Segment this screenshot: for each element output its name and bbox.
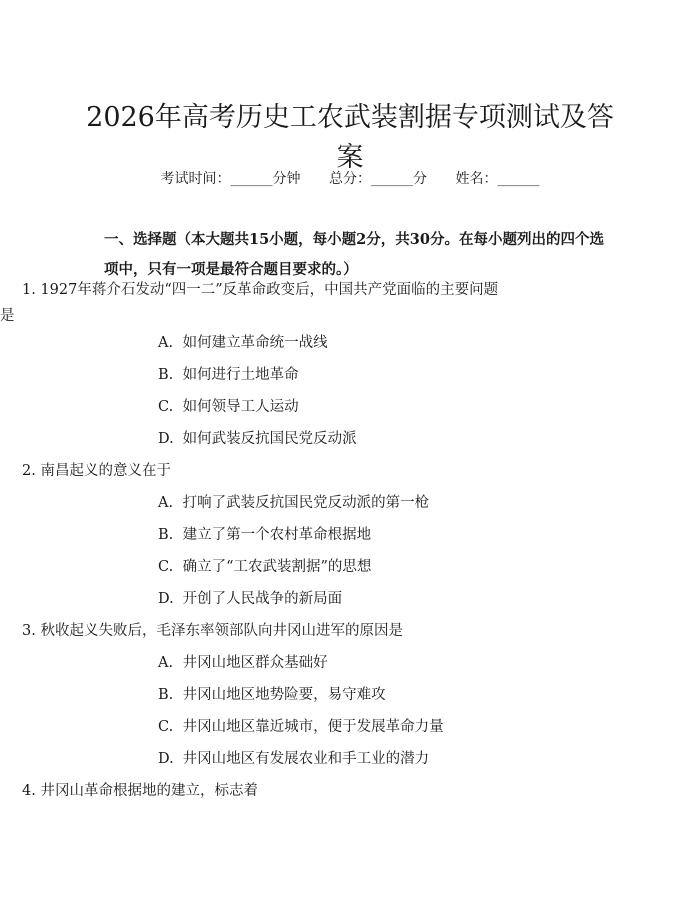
option-text: 井冈山地区地势险要，易守难攻 xyxy=(182,687,386,703)
option-1b xyxy=(158,362,299,388)
option-letter: A. xyxy=(158,495,174,511)
option-letter: A. xyxy=(158,655,174,671)
option-2d xyxy=(158,586,342,612)
total-score-field: 总分：______分 xyxy=(329,171,427,187)
option-3b xyxy=(158,682,386,708)
question-4 xyxy=(0,778,500,804)
option-1d xyxy=(158,426,357,452)
option-letter: D. xyxy=(158,751,174,767)
question-3 xyxy=(0,618,500,644)
option-text: 打响了武装反抗国民党反动派的第一枪 xyxy=(182,495,430,511)
question-text: 南昌起义的意义在于 xyxy=(40,463,171,479)
question-number: 1. xyxy=(22,282,36,298)
option-text: 开创了人民战争的新局面 xyxy=(182,591,343,607)
option-2b xyxy=(158,522,371,548)
option-3c xyxy=(158,714,444,740)
option-letter: D. xyxy=(158,431,174,447)
option-1a xyxy=(158,330,328,356)
option-text: 井冈山地区有发展农业和手工业的潜力 xyxy=(182,751,430,767)
question-text: 1927年蒋介石发动“四一二”反革命政变后，中国共产党面临的主要问题是 xyxy=(0,282,499,324)
option-text: 建立了第一个农村革命根据地 xyxy=(182,527,372,543)
option-letter: B. xyxy=(158,687,174,703)
question-number: 3. xyxy=(22,623,36,639)
student-name-field: 姓名：______ xyxy=(455,171,540,187)
exam-time-field: 考试时间：______分钟 xyxy=(160,171,301,187)
question-number: 2. xyxy=(22,463,36,479)
option-letter: C. xyxy=(158,719,174,735)
option-letter: D. xyxy=(158,591,174,607)
option-letter: C. xyxy=(158,559,174,575)
option-text: 井冈山地区群众基础好 xyxy=(182,655,328,671)
option-letter: B. xyxy=(158,527,174,543)
option-text: 确立了“工农武装割据”的思想 xyxy=(182,559,372,575)
option-3d xyxy=(158,746,429,772)
option-2a xyxy=(158,490,429,516)
question-2 xyxy=(0,458,500,484)
option-text: 如何进行土地革命 xyxy=(182,367,299,383)
question-1 xyxy=(0,277,500,329)
section-heading: 一、选择题（本大题共15小题，每小题2分，共30分。在每小题列出的四个选项中，只有一项是最符合题目要求的。） xyxy=(104,231,604,278)
option-2c xyxy=(158,554,371,580)
option-letter: A. xyxy=(158,335,174,351)
option-3a xyxy=(158,650,328,676)
question-text: 秋收起义失败后，毛泽东率领部队向井冈山进军的原因是 xyxy=(40,623,403,639)
option-letter: B. xyxy=(158,367,174,383)
document-title: 2026年高考历史工农武装割据专项测试及答案 xyxy=(86,102,614,174)
option-text: 如何武装反抗国民党反动派 xyxy=(182,431,357,447)
option-letter: C. xyxy=(158,399,174,415)
question-text: 井冈山革命根据地的建立，标志着 xyxy=(40,783,258,799)
option-1c xyxy=(158,394,299,420)
exam-info-line xyxy=(0,168,700,188)
option-text: 如何建立革命统一战线 xyxy=(182,335,328,351)
question-number: 4. xyxy=(22,783,36,799)
option-text: 井冈山地区靠近城市，便于发展革命力量 xyxy=(182,719,444,735)
option-text: 如何领导工人运动 xyxy=(182,399,299,415)
